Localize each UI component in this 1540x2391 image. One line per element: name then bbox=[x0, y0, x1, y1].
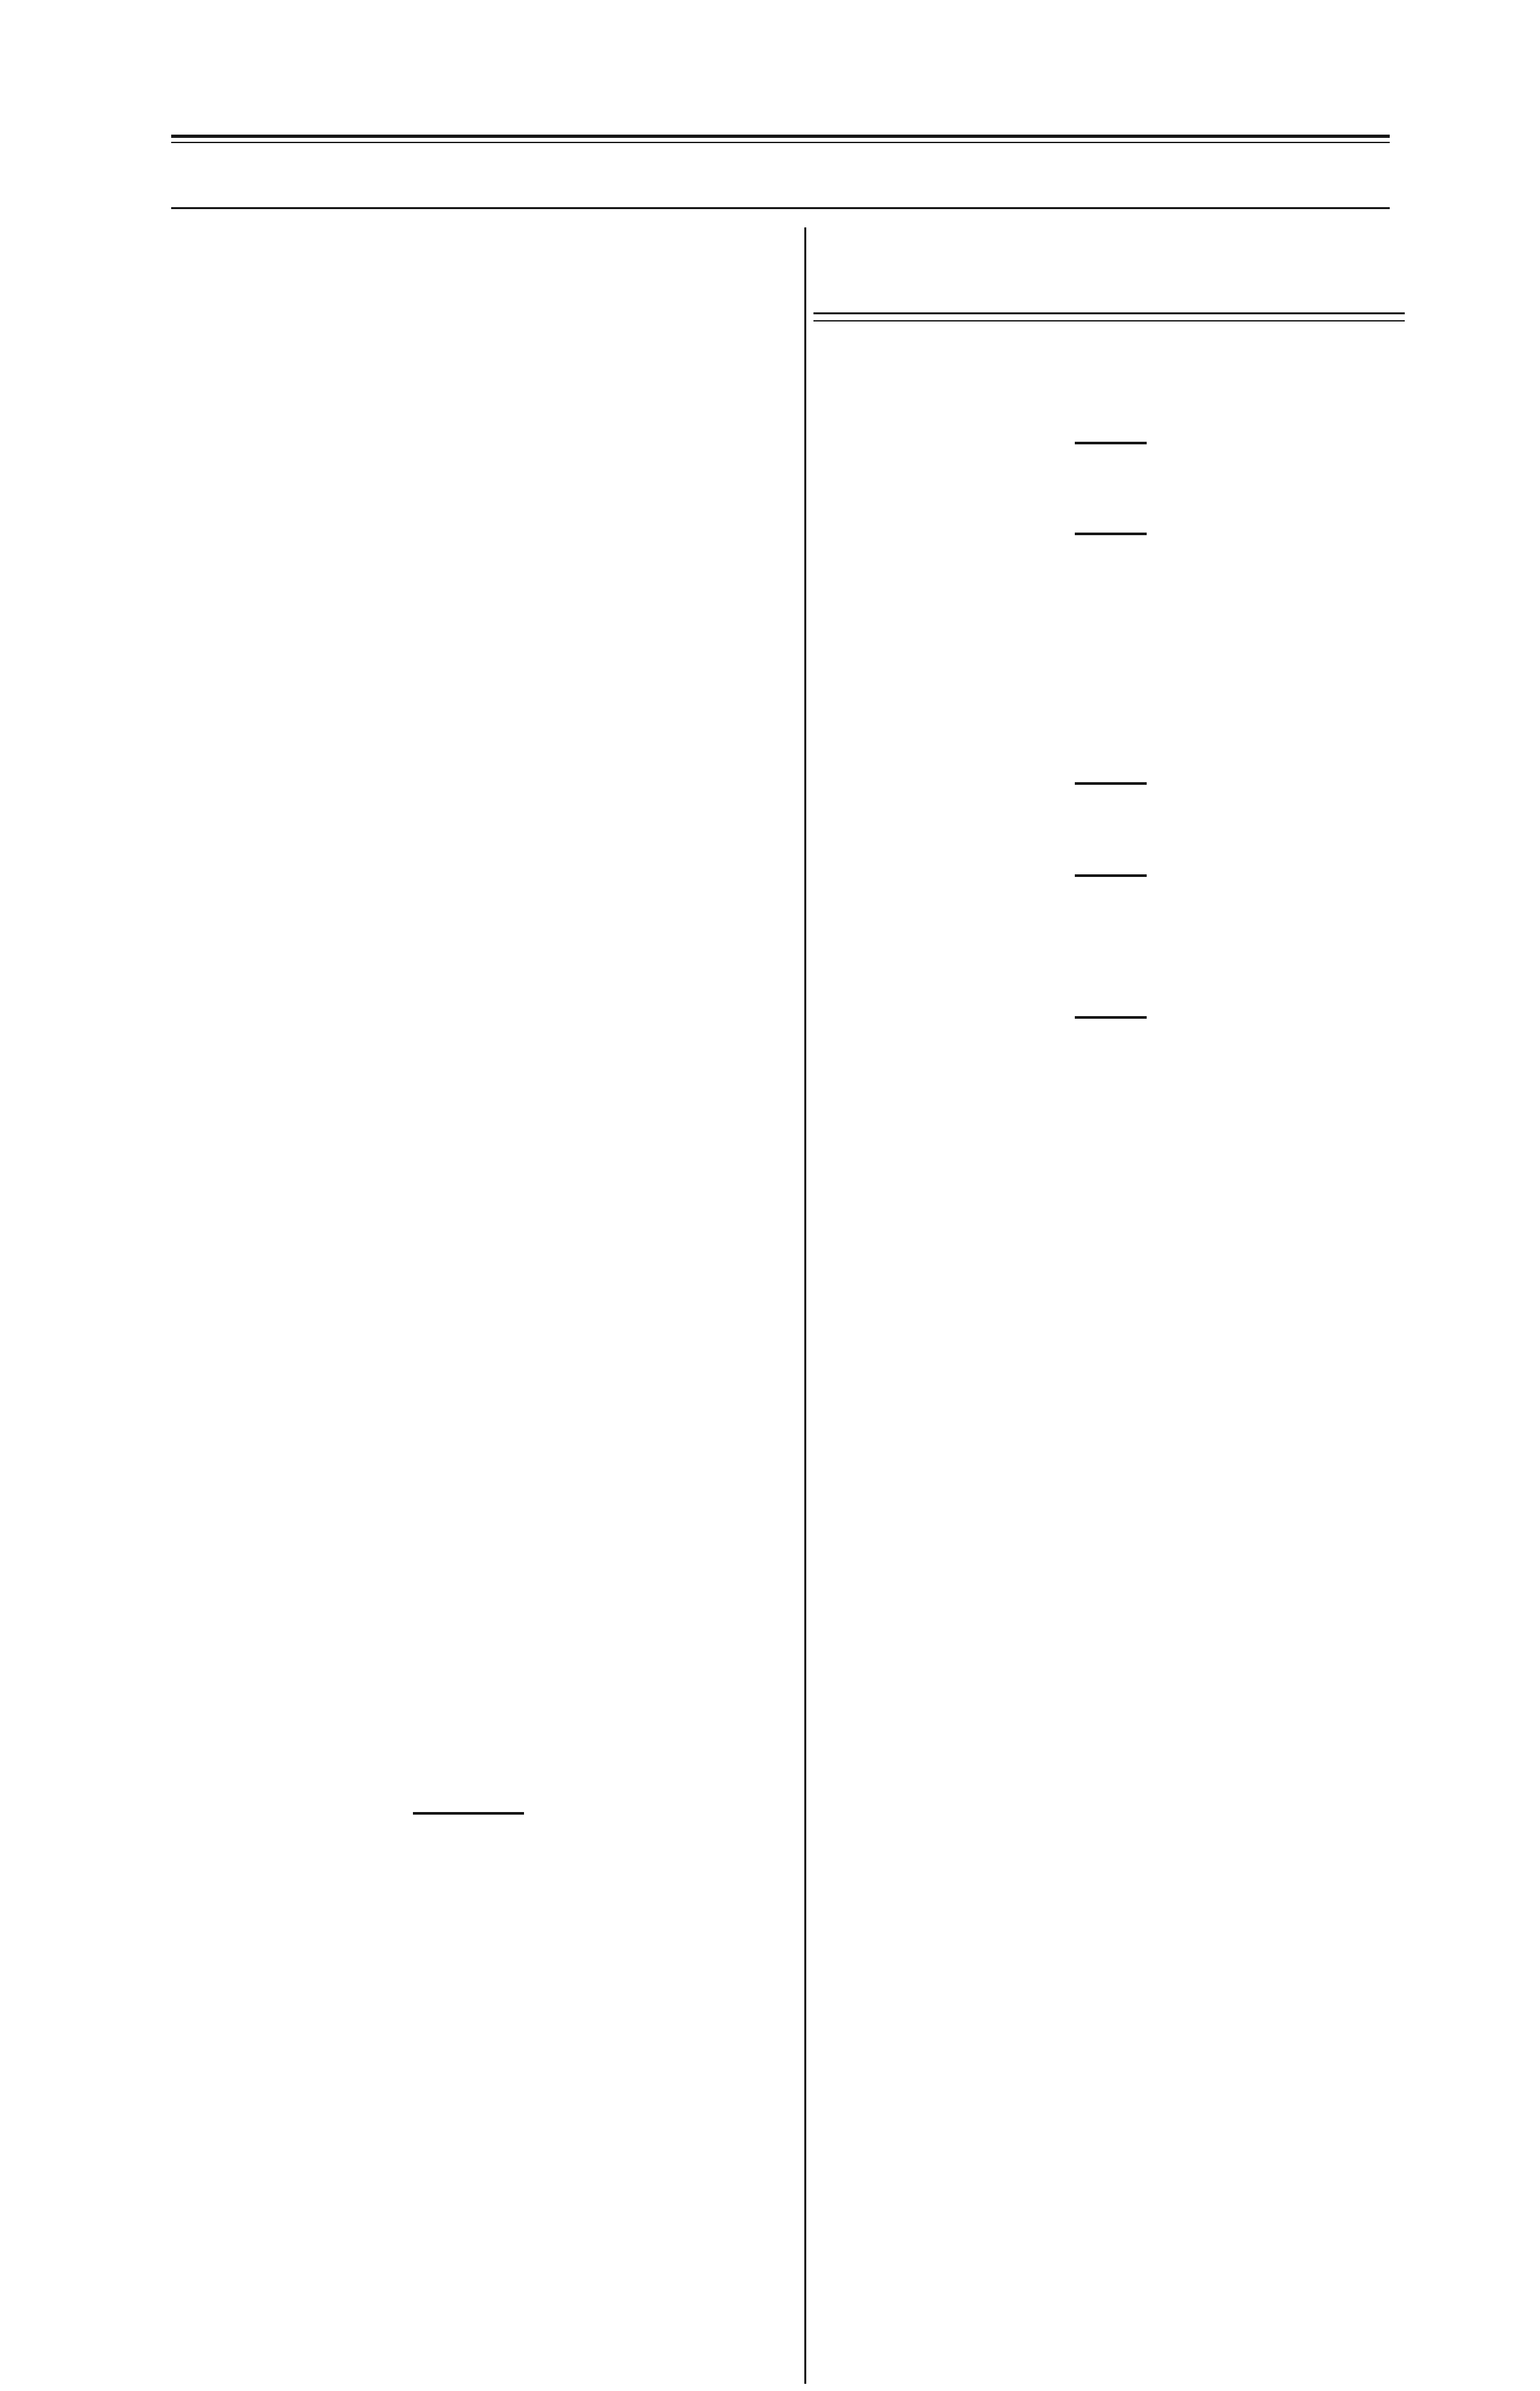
short-rule bbox=[1075, 874, 1147, 877]
short-rule bbox=[1075, 1016, 1147, 1019]
short-rule bbox=[1075, 782, 1147, 785]
reports-rule-thick bbox=[813, 312, 1405, 314]
section-rule bbox=[171, 207, 1390, 209]
short-rule bbox=[1075, 442, 1147, 444]
handwritten-annotation bbox=[1317, 351, 1532, 366]
header-rule-thin bbox=[171, 142, 1390, 143]
short-rule bbox=[1075, 533, 1147, 535]
article-separator bbox=[413, 1812, 524, 1815]
reports-rule-thin bbox=[813, 320, 1405, 322]
header-rule-thick bbox=[171, 135, 1390, 138]
column-divider bbox=[804, 227, 806, 2384]
